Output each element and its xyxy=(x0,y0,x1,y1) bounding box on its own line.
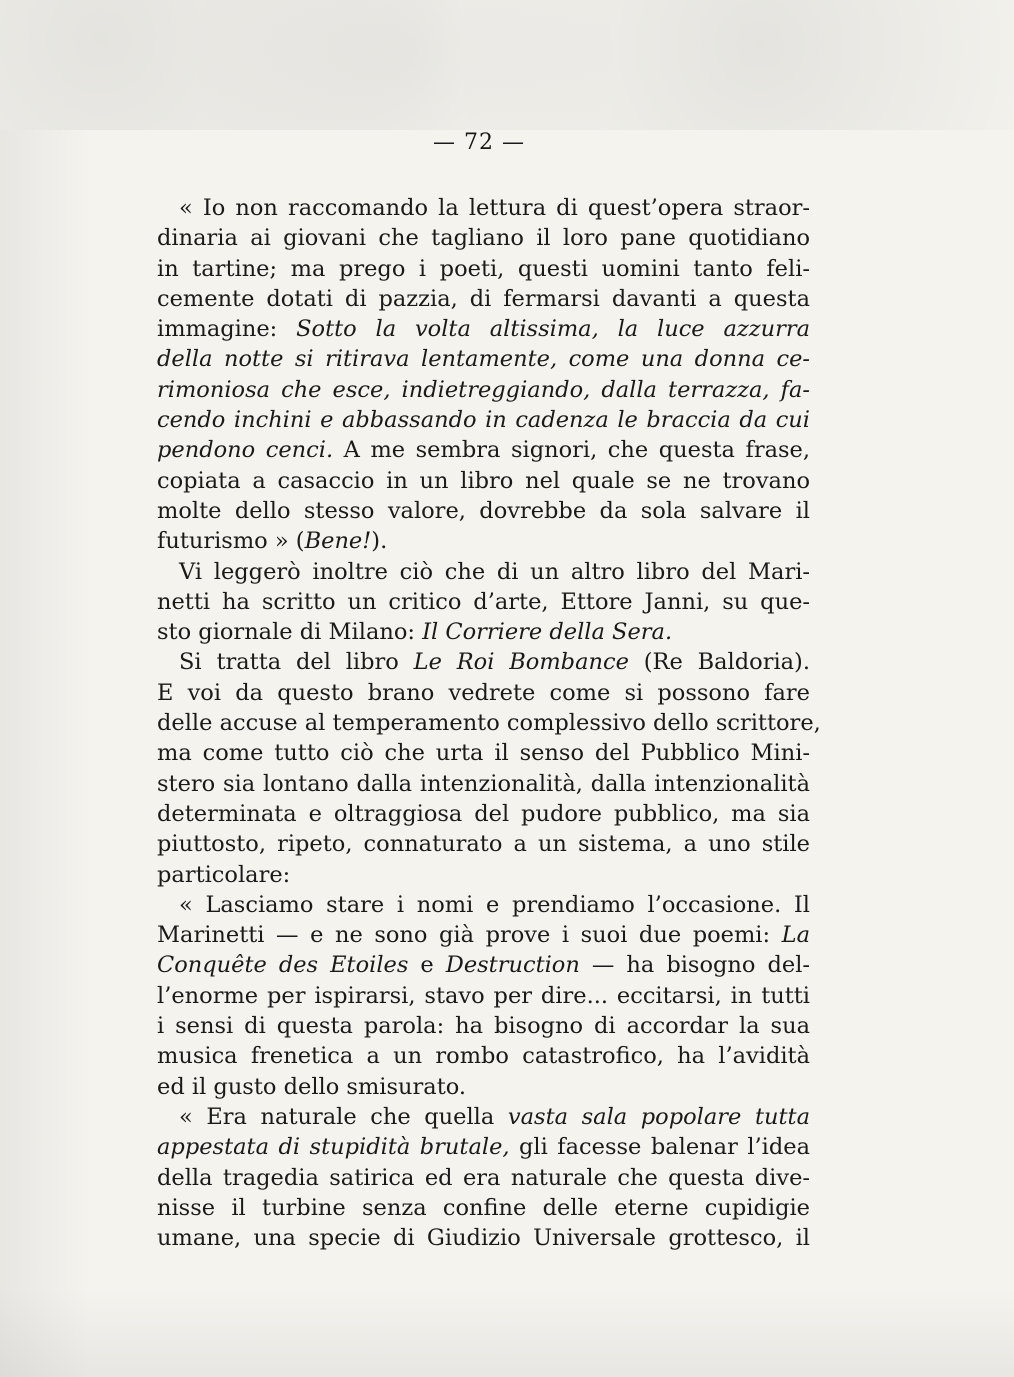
text-line xyxy=(157,344,810,374)
text-line xyxy=(157,799,810,829)
page-number: — 72 — xyxy=(433,130,525,155)
text-line xyxy=(157,526,810,556)
text-line xyxy=(157,587,810,617)
text-segment: Si tratta del libro xyxy=(179,649,414,676)
text-segment: « Lasciamo stare i nomi e prendiamo l’occasione. Il xyxy=(179,891,810,918)
text-segment: nisse il turbine senza confine delle eterne cupidigie xyxy=(157,1194,810,1221)
text-line xyxy=(157,405,810,435)
text-segment: l’enorme per ispirarsi, stavo per dire... eccitarsi, in tutti xyxy=(157,982,810,1009)
scan-noise-left xyxy=(0,130,90,1377)
text-line xyxy=(157,708,821,738)
text-line xyxy=(157,1193,810,1223)
text-segment: Vi leggerò inoltre ciò che di un altro libro del Mari- xyxy=(179,558,810,585)
text-segment: — ha bisogno del- xyxy=(579,952,811,979)
text-segment: ). xyxy=(371,528,388,555)
italic-text: La xyxy=(781,922,810,949)
italic-text: appestata di stupidità brutale, xyxy=(157,1134,510,1161)
text-segment: « Era naturale che quella xyxy=(179,1103,508,1130)
text-line xyxy=(157,769,810,799)
italic-text: Conquête des Etoiles xyxy=(157,952,409,979)
text-segment: sto giornale di Milano: xyxy=(157,619,423,646)
text-segment: « Io non raccomando la lettura di quest’opera straor- xyxy=(179,195,810,221)
text-line xyxy=(157,647,810,677)
text-line xyxy=(157,1163,810,1193)
text-line xyxy=(157,314,810,344)
text-line xyxy=(157,1041,810,1071)
italic-text: Le Roi Bombance xyxy=(413,649,629,676)
text-segment: delle accuse al temperamento complessivo dello scrittore, xyxy=(157,710,821,737)
text-line xyxy=(157,375,810,405)
text-line xyxy=(157,223,810,253)
text-line xyxy=(157,1132,810,1162)
text-segment: E voi da questo brano vedrete come si possono fare xyxy=(157,679,810,706)
text-segment: umane, una specie di Giudizio Universale grottesco, il xyxy=(157,1225,810,1252)
text-line xyxy=(157,435,810,465)
text-line xyxy=(157,284,810,314)
text-line xyxy=(157,950,810,980)
text-segment: musica frenetica a un rombo catastrofico, ha l’avidità xyxy=(157,1043,810,1070)
text-segment: futurismo » ( xyxy=(157,528,305,555)
text-line xyxy=(157,981,810,1011)
text-segment: immagine: xyxy=(157,316,297,343)
text-line xyxy=(157,254,810,284)
italic-text: Il Corriere della Sera. xyxy=(422,619,673,646)
italic-text: vasta sala popolare tutta xyxy=(507,1103,810,1130)
text-line xyxy=(157,466,810,496)
text-segment: cemente dotati di pazzia, di fermarsi davanti a questa xyxy=(157,285,810,312)
text-segment: stero sia lontano dalla intenzionalità, dalla intenzionalità xyxy=(157,770,810,797)
text-line xyxy=(157,193,810,223)
text-line xyxy=(157,829,810,859)
text-line xyxy=(157,738,810,768)
text-segment: molte dello stesso valore, dovrebbe da sola salvare il xyxy=(157,497,810,524)
text-line xyxy=(157,1223,810,1253)
italic-text: della notte si ritirava lentamente, come una donna ce- xyxy=(157,346,810,373)
text-segment: gli facesse balenar l’idea xyxy=(509,1134,810,1161)
italic-text: Sotto la volta altissima, la luce azzurra xyxy=(296,316,810,343)
text-segment: copiata a casaccio in un libro nel quale se ne trovano xyxy=(157,467,810,494)
italic-text: Destruction xyxy=(445,952,580,979)
italic-text: cendo inchini e abbassando in cadenza le braccia da cui xyxy=(157,407,810,434)
text-line xyxy=(157,1102,810,1132)
text-segment: i sensi di questa parola: ha bisogno di accordar la sua xyxy=(157,1013,810,1040)
text-line xyxy=(157,920,810,950)
text-segment: della tragedia satirica ed era naturale che questa dive- xyxy=(157,1164,810,1191)
text-line xyxy=(157,496,810,526)
text-segment: determinata e oltraggiosa del pudore pubblico, ma sia xyxy=(157,800,810,827)
text-segment: e xyxy=(408,952,446,979)
text-segment: particolare: xyxy=(157,861,291,888)
italic-text: Bene! xyxy=(304,528,372,555)
text-segment: netti ha scritto un critico d’arte, Ettore Janni, su que- xyxy=(157,588,810,615)
text-line xyxy=(157,678,810,708)
text-line xyxy=(157,1072,810,1102)
body-text xyxy=(157,193,821,1253)
scan-noise-top xyxy=(0,0,1014,130)
italic-text: rimoniosa che esce, indietreggiando, dalla terrazza, fa- xyxy=(157,376,810,403)
text-segment: A me sembra signori, che questa frase, xyxy=(333,437,810,464)
text-line xyxy=(157,860,810,890)
text-segment: in tartine; ma prego i poeti, questi uomini tanto feli- xyxy=(157,255,810,282)
text-segment: dinaria ai giovani che tagliano il loro pane quotidiano xyxy=(157,225,810,252)
text-segment: Marinetti — e ne sono già prove i suoi due poemi: xyxy=(157,922,782,949)
text-line xyxy=(157,617,810,647)
scan-noise-bottom xyxy=(0,1290,1014,1377)
text-segment: (Re Baldoria). xyxy=(628,649,810,676)
text-line xyxy=(157,557,810,587)
text-segment: ma come tutto ciò che urta il senso del Pubblico Mini- xyxy=(157,740,810,767)
text-line xyxy=(157,890,810,920)
italic-text: pendono cenci. xyxy=(157,437,334,464)
text-segment: ed il gusto dello smisurato. xyxy=(157,1073,467,1100)
text-segment: piuttosto, ripeto, connaturato a un sistema, a uno stile xyxy=(157,831,810,858)
text-line xyxy=(157,1011,810,1041)
